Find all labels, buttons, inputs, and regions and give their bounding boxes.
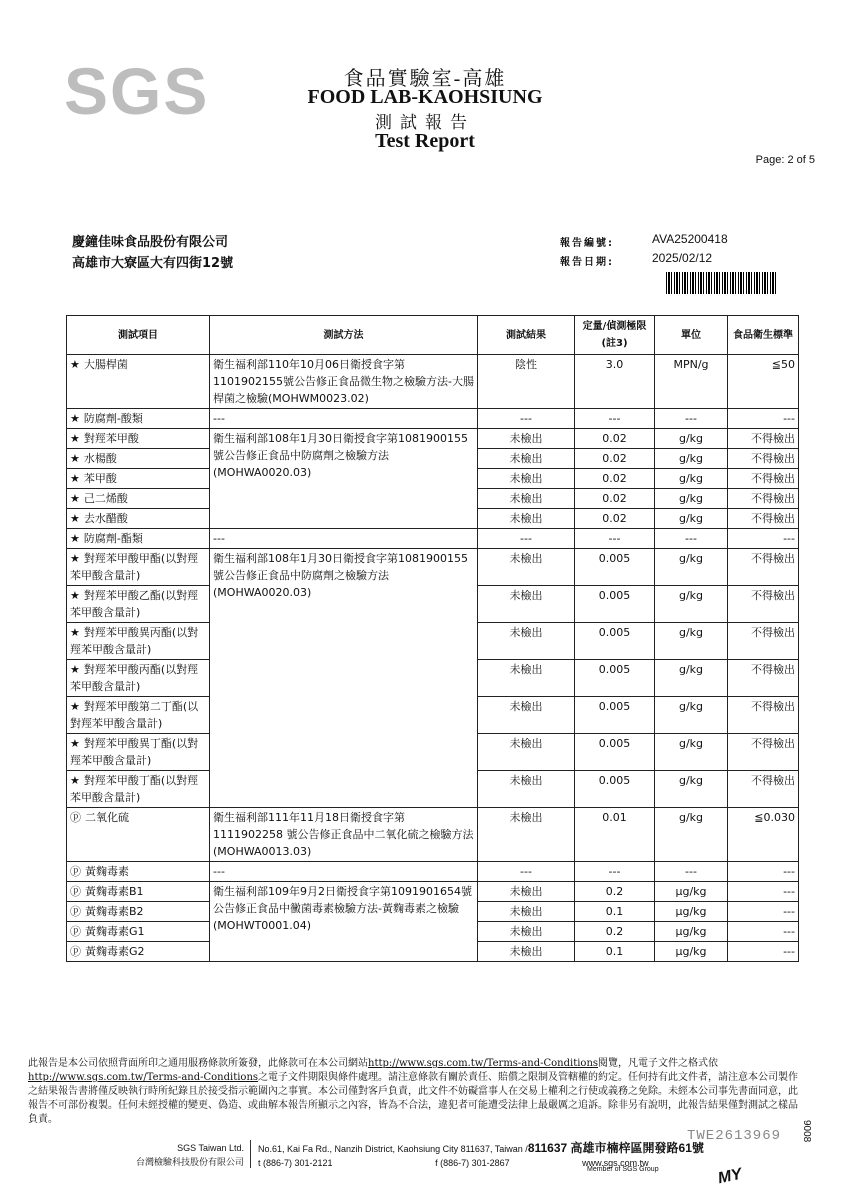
cell-limit: 0.02: [575, 489, 655, 509]
cell-limit: 0.01: [575, 808, 655, 862]
item-name: 苯甲酸: [83, 472, 117, 485]
star-icon: ★: [70, 512, 80, 525]
item-name: 對羥苯甲酸丙酯(以對羥苯甲酸含量計): [70, 663, 199, 693]
cell-item: [67, 734, 210, 771]
cell-method: 衛生福利部109年9月2日衛授食字第1091901654號公告修正食品中黴菌毒素檢驗方法-黃麴毒素之檢驗(MOHWT0001.04): [210, 882, 478, 962]
cell-item: [67, 922, 210, 942]
address-cn: 811637 高雄市楠梓區開發路61號: [527, 1141, 704, 1155]
table-body: [67, 355, 799, 962]
terms-link-2[interactable]: http://www.sgs.com.tw/Terms-and-Conditions: [28, 1072, 259, 1083]
p-circle-icon: ⓟ: [70, 925, 81, 938]
item-name: 對羥苯甲酸乙酯(以對羥苯甲酸含量計): [70, 589, 199, 619]
barcode: [666, 272, 778, 294]
cell-item: [67, 771, 210, 808]
item-name: 水楊酸: [83, 452, 117, 465]
cell-standard: 不得檢出: [728, 586, 799, 623]
cell-result: 未檢出: [478, 469, 575, 489]
disclaimer-text-2: 閱覽，凡電子文件之格式依: [598, 1058, 719, 1069]
cell-result: 未檢出: [478, 734, 575, 771]
company-cn: 台灣檢驗科技股份有限公司: [135, 1157, 244, 1167]
item-name: 二氧化硫: [85, 811, 129, 824]
cell-limit: 0.005: [575, 623, 655, 660]
star-icon: ★: [70, 700, 80, 713]
fax: f (886-7) 301-2867: [435, 1158, 510, 1168]
lab-title-cn: 食品實驗室-高雄: [343, 68, 507, 90]
item-name: 對羥苯甲酸異丙酯(以對羥苯甲酸含量計): [70, 626, 199, 656]
cell-standard: 不得檢出: [728, 429, 799, 449]
cell-method: ---: [210, 409, 478, 429]
star-icon: ★: [70, 412, 80, 425]
cell-limit: 0.2: [575, 882, 655, 902]
cell-unit: g/kg: [655, 449, 728, 469]
cell-unit: g/kg: [655, 586, 728, 623]
header-method: 測試方法: [210, 316, 478, 355]
cell-standard: ---: [728, 862, 799, 882]
serial-number: TWE2613969: [687, 1128, 782, 1144]
cell-result: 未檢出: [478, 586, 575, 623]
disclaimer-text-3: 之電子文件期限與條件處理。請注意條款有關於責任、賠償之限制及管轄權的約定。任何持有此文件者，請注意本公司製作之結果報告書將僅反映執行時所紀錄且於接受指示範圍內之事實。本公司僅對客戶負責，此文件不妨礙當事人在交易上權利之行使或義務之免除。未經本公司事先書面同意，此報告不可部份複製。任何未經授權的變更、偽造、或曲解本報告所顯示之內容，皆為不合法，違犯者可能遭受法律上最嚴厲之追訴。除非另有說明，此報告結果僅對測試之樣品負責。: [28, 1072, 799, 1125]
header-standard: 食品衛生標準: [728, 316, 799, 355]
report-number: AVA25200418: [652, 232, 728, 246]
table-row: [67, 529, 799, 549]
cell-item: [67, 882, 210, 902]
report-date: 2025/02/12: [652, 251, 713, 265]
cell-item: [67, 549, 210, 586]
cell-standard: ---: [728, 902, 799, 922]
cell-limit: 0.005: [575, 771, 655, 808]
item-name: 大腸桿菌: [83, 358, 128, 371]
p-circle-icon: ⓟ: [70, 905, 81, 918]
cell-limit: 0.005: [575, 660, 655, 697]
cell-item: [67, 660, 210, 697]
cell-result: 未檢出: [478, 623, 575, 660]
cell-item: [67, 623, 210, 660]
item-name: 黃麴毒素: [85, 865, 129, 878]
cell-unit: g/kg: [655, 697, 728, 734]
report-title-en: Test Report: [375, 130, 475, 152]
cell-item: [67, 902, 210, 922]
cell-limit: 0.02: [575, 449, 655, 469]
cell-result: 未檢出: [478, 882, 575, 902]
cell-unit: g/kg: [655, 489, 728, 509]
cell-limit: 3.0: [575, 355, 655, 409]
cell-unit: g/kg: [655, 549, 728, 586]
cell-standard: 不得檢出: [728, 734, 799, 771]
cell-limit: 0.005: [575, 734, 655, 771]
cell-unit: ---: [655, 409, 728, 429]
cell-unit: g/kg: [655, 469, 728, 489]
item-name: 黃麴毒素B1: [85, 885, 144, 898]
report-date-label: 報告日期:: [560, 257, 614, 268]
cell-limit: ---: [575, 529, 655, 549]
p-circle-icon: ⓟ: [70, 945, 81, 958]
header-limit: 定量/偵測極限(註3): [575, 316, 655, 355]
table-row: [67, 862, 799, 882]
cell-result: 未檢出: [478, 660, 575, 697]
cell-limit: 0.02: [575, 509, 655, 529]
item-name: 防腐劑-酯類: [83, 532, 143, 545]
item-name: 對羥苯甲酸異丁酯(以對羥苯甲酸含量計): [70, 737, 199, 767]
cell-unit: ---: [655, 862, 728, 882]
cell-limit: 0.005: [575, 697, 655, 734]
cell-unit: g/kg: [655, 429, 728, 449]
cell-item: [67, 409, 210, 429]
item-name: 去水醋酸: [83, 512, 128, 525]
item-name: 黃麴毒素G1: [85, 925, 145, 938]
cell-result: ---: [478, 529, 575, 549]
cell-standard: ---: [728, 882, 799, 902]
cell-unit: g/kg: [655, 509, 728, 529]
cell-standard: ---: [728, 529, 799, 549]
item-name: 對羥苯甲酸甲酯(以對羥苯甲酸含量計): [70, 552, 199, 582]
sgs-logo: SGS: [64, 54, 210, 128]
star-icon: ★: [70, 432, 80, 445]
item-name: 黃麴毒素B2: [85, 905, 144, 918]
cell-item: [67, 942, 210, 962]
cell-result: 未檢出: [478, 429, 575, 449]
terms-link-1[interactable]: http://www.sgs.com.tw/Terms-and-Conditions: [368, 1058, 599, 1069]
table-header-row: [67, 316, 799, 355]
cell-limit: 0.1: [575, 902, 655, 922]
cell-item: [67, 808, 210, 862]
cell-unit: g/kg: [655, 771, 728, 808]
footer-divider: [250, 1140, 251, 1168]
cell-standard: 不得檢出: [728, 489, 799, 509]
cell-result: 未檢出: [478, 902, 575, 922]
item-name: 己二烯酸: [83, 492, 128, 505]
star-icon: ★: [70, 626, 80, 639]
table-row: [67, 429, 799, 449]
item-name: 對羥苯甲酸第二丁酯(以對羥苯甲酸含量計): [70, 700, 199, 730]
cell-item: [67, 862, 210, 882]
star-icon: ★: [70, 774, 80, 787]
table-row: [67, 409, 799, 429]
p-circle-icon: ⓟ: [70, 865, 81, 878]
cell-unit: g/kg: [655, 623, 728, 660]
cell-item: [67, 509, 210, 529]
p-circle-icon: ⓟ: [70, 885, 81, 898]
table-row: [67, 549, 799, 586]
report-number-label: 報告編號:: [560, 238, 614, 249]
star-icon: ★: [70, 492, 80, 505]
cell-result: 未檢出: [478, 489, 575, 509]
company-names: [104, 1141, 244, 1169]
cell-standard: 不得檢出: [728, 549, 799, 586]
member-text: Member of SGS Group: [587, 1166, 659, 1173]
cell-standard: ≦50: [728, 355, 799, 409]
cell-result: ---: [478, 862, 575, 882]
star-icon: ★: [70, 358, 80, 371]
star-icon: ★: [70, 552, 80, 565]
cell-result: 陰性: [478, 355, 575, 409]
cell-result: 未檢出: [478, 922, 575, 942]
cell-limit: 0.02: [575, 429, 655, 449]
cell-method: 衛生福利部108年1月30日衛授食字第1081900155號公告修正食品中防腐劑之檢驗方法(MOHWA0020.03): [210, 429, 478, 529]
cell-result: 未檢出: [478, 449, 575, 469]
header-unit: 單位: [655, 316, 728, 355]
table-row: [67, 355, 799, 409]
cell-standard: ≦0.030: [728, 808, 799, 862]
cell-item: [67, 697, 210, 734]
cell-limit: 0.005: [575, 586, 655, 623]
cell-method: 衛生福利部110年10月06日衛授食字第1101902155號公告修正食品微生物之檢驗方法-大腸桿菌之檢驗(MOHWM0023.02): [210, 355, 478, 409]
cell-result: 未檢出: [478, 549, 575, 586]
phone: t (886-7) 301-2121: [258, 1158, 333, 1168]
cell-unit: MPN/g: [655, 355, 728, 409]
client-address: 高雄市大寮區大有四街12號: [72, 256, 234, 271]
cell-item: [67, 449, 210, 469]
table-row: [67, 808, 799, 862]
cell-unit: μg/kg: [655, 922, 728, 942]
company-en: SGS Taiwan Ltd.: [177, 1143, 244, 1153]
cell-method: ---: [210, 862, 478, 882]
side-code: 9008: [801, 1120, 812, 1143]
header-result: 測試結果: [478, 316, 575, 355]
results-table: [66, 315, 799, 962]
cell-limit: 0.02: [575, 469, 655, 489]
signature-initials: MY: [716, 1165, 744, 1188]
star-icon: ★: [70, 737, 80, 750]
cell-unit: g/kg: [655, 734, 728, 771]
header-item: 測試項目: [67, 316, 210, 355]
page-number: Page: 2 of 5: [755, 154, 815, 166]
cell-item: [67, 355, 210, 409]
star-icon: ★: [70, 472, 80, 485]
cell-standard: 不得檢出: [728, 469, 799, 489]
client-name: 慶鐘佳味食品股份有限公司: [72, 235, 229, 250]
cell-standard: 不得檢出: [728, 771, 799, 808]
cell-standard: 不得檢出: [728, 623, 799, 660]
cell-result: 未檢出: [478, 942, 575, 962]
cell-method: 衛生福利部108年1月30日衛授食字第1081900155號公告修正食品中防腐劑之檢驗方法(MOHWA0020.03): [210, 549, 478, 808]
cell-item: [67, 429, 210, 449]
cell-result: 未檢出: [478, 697, 575, 734]
cell-unit: μg/kg: [655, 942, 728, 962]
cell-standard: ---: [728, 922, 799, 942]
item-name: 防腐劑-酸類: [83, 412, 143, 425]
item-name: 對羥苯甲酸: [83, 432, 139, 445]
cell-standard: 不得檢出: [728, 449, 799, 469]
cell-limit: 0.1: [575, 942, 655, 962]
item-name: 黃麴毒素G2: [85, 945, 145, 958]
cell-unit: g/kg: [655, 808, 728, 862]
cell-unit: μg/kg: [655, 902, 728, 922]
address-en: No.61, Kai Fa Rd., Nanzih District, Kaohsiung City 811637, Taiwan /: [258, 1144, 528, 1154]
p-circle-icon: ⓟ: [70, 811, 81, 824]
cell-limit: ---: [575, 409, 655, 429]
website: www.sgs.com.tw: [582, 1158, 649, 1168]
cell-standard: 不得檢出: [728, 660, 799, 697]
cell-result: ---: [478, 409, 575, 429]
star-icon: ★: [70, 589, 80, 602]
cell-item: [67, 469, 210, 489]
cell-method: 衛生福利部111年11月18日衛授食字第1111902258 號公告修正食品中二氧化硫之檢驗方法(MOHWA0013.03): [210, 808, 478, 862]
cell-unit: g/kg: [655, 660, 728, 697]
cell-item: [67, 586, 210, 623]
lab-title-en: FOOD LAB-KAOHSIUNG: [307, 86, 543, 108]
cell-limit: ---: [575, 862, 655, 882]
star-icon: ★: [70, 452, 80, 465]
cell-result: 未檢出: [478, 509, 575, 529]
cell-limit: 0.005: [575, 549, 655, 586]
report-title-cn: 測試報告: [375, 113, 475, 132]
cell-standard: ---: [728, 409, 799, 429]
cell-standard: 不得檢出: [728, 509, 799, 529]
cell-standard: 不得檢出: [728, 697, 799, 734]
item-name: 對羥苯甲酸丁酯(以對羥苯甲酸含量計): [70, 774, 199, 804]
star-icon: ★: [70, 663, 80, 676]
cell-item: [67, 489, 210, 509]
table-row: [67, 882, 799, 902]
cell-result: 未檢出: [478, 808, 575, 862]
cell-unit: ---: [655, 529, 728, 549]
cell-limit: 0.2: [575, 922, 655, 942]
cell-standard: ---: [728, 942, 799, 962]
cell-item: [67, 529, 210, 549]
cell-result: 未檢出: [478, 771, 575, 808]
cell-method: ---: [210, 529, 478, 549]
cell-unit: μg/kg: [655, 882, 728, 902]
disclaimer-text-1: 此報告是本公司依照背面所印之通用服務條款所簽發，此條款可在本公司網站: [28, 1058, 368, 1069]
star-icon: ★: [70, 532, 80, 545]
disclaimer: [28, 1057, 800, 1127]
